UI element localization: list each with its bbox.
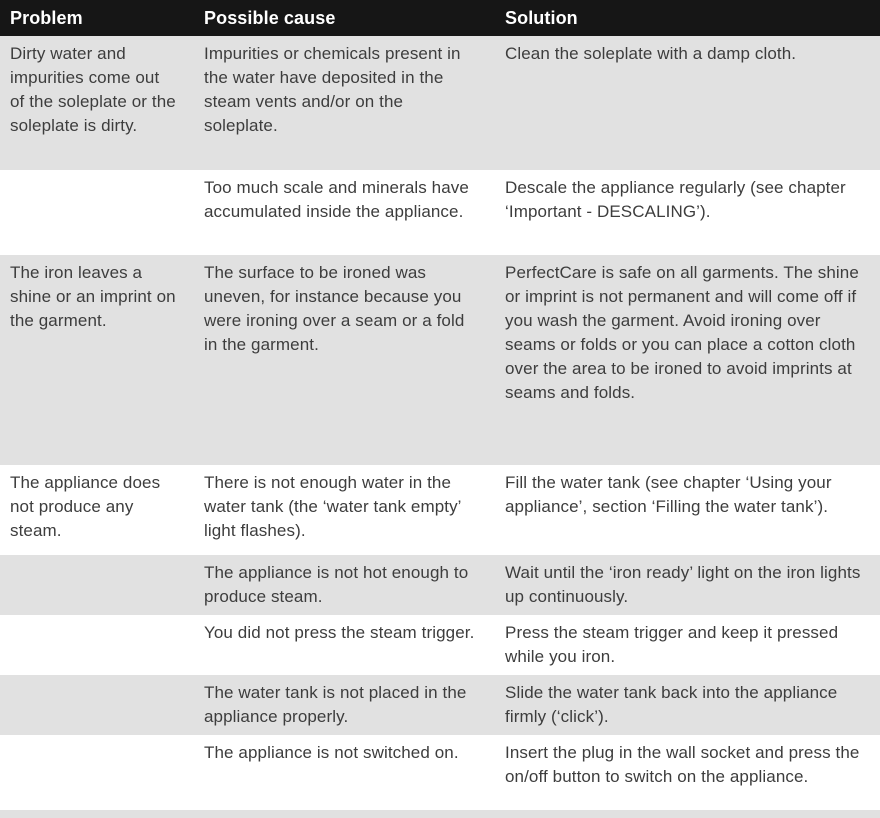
header-cause: Possible cause bbox=[204, 7, 336, 28]
table-header-row bbox=[0, 0, 880, 36]
cause-cell: The surface to be ironed was uneven, for instance because you were ironing over a seam or a fold in the garment. bbox=[204, 263, 465, 354]
table-row bbox=[0, 555, 880, 615]
solution-cell: Slide the water tank back into the appliance firmly (‘click’). bbox=[505, 683, 838, 726]
cause-cell: There is not enough water in the water tank (the ‘water tank empty’ light flashes). bbox=[204, 473, 461, 540]
solution-cell: Wait until the ‘iron ready’ light on the iron lights up continuously. bbox=[505, 563, 861, 606]
solution-cell: Clean the soleplate with a damp cloth. bbox=[505, 44, 797, 63]
cause-cell: You did not press the steam trigger. bbox=[204, 623, 475, 642]
table-row bbox=[0, 675, 880, 735]
solution-cell: PerfectCare is safe on all garments. The shine or imprint is not permanent and will come off if you wash the garment. Avoid ironing over seams or folds or you can place a cotton cloth over the area to be ironed to avoid imprints at seams and folds. bbox=[505, 263, 859, 402]
header-solution: Solution bbox=[505, 7, 578, 28]
solution-cell: Descale the appliance regularly (see chapter ‘Important - DESCALING’). bbox=[505, 178, 846, 221]
cause-cell: The water tank is not placed in the appliance properly. bbox=[204, 683, 467, 726]
cause-cell: The appliance is not hot enough to produce steam. bbox=[204, 563, 469, 606]
problem-cell bbox=[0, 675, 194, 735]
next-row-partial-strip bbox=[0, 810, 880, 818]
problem-cell: Dirty water and impurities come out of the soleplate or the soleplate is dirty. bbox=[10, 44, 176, 135]
table-row bbox=[0, 36, 880, 170]
table-row bbox=[0, 255, 880, 465]
table-row bbox=[0, 465, 880, 555]
problem-cell bbox=[0, 170, 194, 255]
problem-cell bbox=[0, 735, 194, 810]
cause-cell: Too much scale and minerals have accumulated inside the appliance. bbox=[204, 178, 469, 221]
table-row bbox=[0, 170, 880, 255]
table-row bbox=[0, 735, 880, 810]
problem-cell bbox=[0, 615, 194, 675]
header-problem: Problem bbox=[10, 7, 83, 28]
problem-cell: The appliance does not produce any steam. bbox=[10, 473, 161, 540]
solution-cell: Fill the water tank (see chapter ‘Using your appliance’, section ‘Filling the water tank’). bbox=[505, 473, 832, 516]
problem-cell bbox=[0, 555, 194, 615]
cause-cell: The appliance is not switched on. bbox=[204, 743, 459, 762]
problem-cell: The iron leaves a shine or an imprint on the garment. bbox=[10, 263, 176, 330]
solution-cell: Insert the plug in the wall socket and press the on/off button to switch on the appliance. bbox=[505, 743, 860, 786]
table-row bbox=[0, 615, 880, 675]
cause-cell: Impurities or chemicals present in the water have deposited in the steam vents and/or on the soleplate. bbox=[204, 44, 461, 135]
solution-cell: Press the steam trigger and keep it pressed while you iron. bbox=[505, 623, 839, 666]
